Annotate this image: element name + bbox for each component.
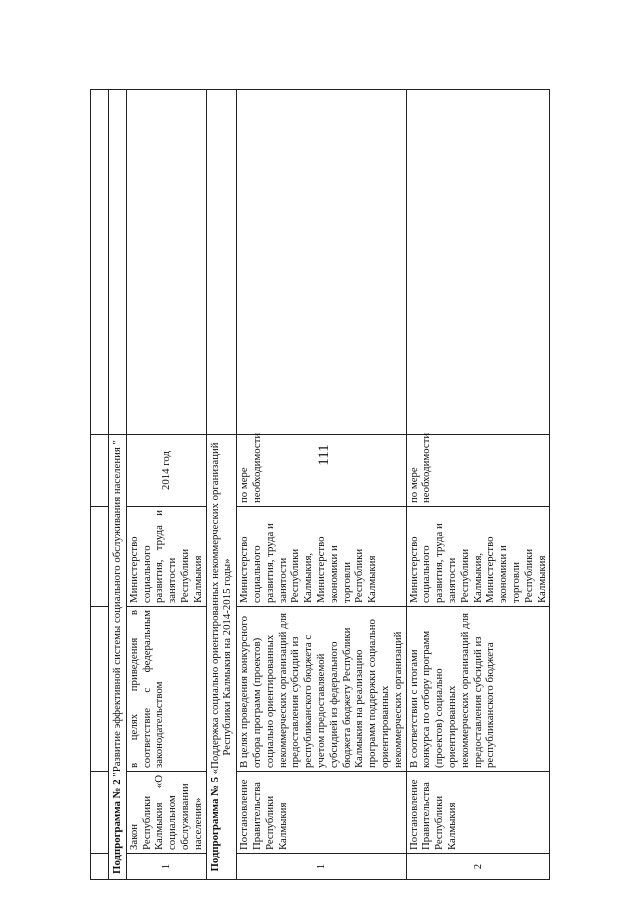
row-number: 2 bbox=[406, 854, 550, 880]
document-table-rotated bbox=[90, 90, 548, 880]
page-number: 111 bbox=[316, 444, 332, 466]
empty-cell bbox=[91, 507, 109, 607]
empty-cell bbox=[91, 772, 109, 854]
term-cell: 2014 год bbox=[126, 435, 206, 507]
table-row bbox=[406, 90, 550, 880]
act-content-cell: В целях проведения конкурсного отбора программ (проектов) социально ориентированных некоммерческих организаций для предоставления субсидий из республиканского бюджета с учетом предоставляемой субсидией из федерального бюджета бюджету Республики Калмыкия на реализацию программ поддержки социально ориентированных некоммерческих организаций bbox=[237, 607, 406, 772]
empty-cell bbox=[109, 90, 127, 435]
table-row bbox=[126, 90, 206, 880]
empty-cell bbox=[126, 90, 206, 435]
act-type-cell: Постановление Правительства Республики Калмыкия bbox=[237, 772, 406, 854]
act-type-cell: Закон Республики Калмыкия «О социальном обслуживании населения» bbox=[126, 772, 206, 854]
row-number: 1 bbox=[237, 854, 406, 880]
section-header bbox=[109, 435, 127, 880]
term-cell: по мере необходимости bbox=[406, 435, 550, 507]
section-header bbox=[206, 435, 237, 880]
act-content-cell: В соответствии с итогами конкурса по отбору программ (проектов) социально ориентированных некоммерческих организаций для предоставления субсидий из республиканского бюджета bbox=[406, 607, 550, 772]
act-content-cell: в целях приведения в соответствие с федеральным законодательством bbox=[126, 607, 206, 772]
section-header-row bbox=[109, 90, 127, 880]
term-cell: по мере необходимости bbox=[237, 435, 406, 507]
table-top-row bbox=[91, 90, 109, 880]
executor-cell: Министерство социального развития, труда и занятости Республики Калмыкия, Министерство экономики и торговли Республики Калмыкия bbox=[237, 507, 406, 607]
section-title-rest: «Поддержка социально ориентированных некоммерческих организаций Республики Калмыкия на 2014-2015 годы» bbox=[208, 442, 234, 777]
table-row bbox=[237, 90, 406, 880]
empty-cell bbox=[91, 607, 109, 772]
section-title-bold: Подпрограмма № 2 bbox=[111, 779, 123, 874]
section-header-row bbox=[206, 90, 237, 880]
empty-cell bbox=[406, 90, 550, 435]
section-title-rest: "Развитие эффективной системы социального обслуживания населения " bbox=[111, 440, 123, 780]
empty-cell bbox=[91, 854, 109, 880]
regulatory-acts-table bbox=[90, 89, 550, 880]
section-title-bold: Подпрограмма № 5 bbox=[208, 776, 221, 872]
empty-cell bbox=[237, 90, 406, 435]
executor-cell: Министерство социального развития, труда и занятости Республики Калмыкия bbox=[126, 507, 206, 607]
executor-cell: Министерство социального развития, труда и занятости Республики Калмыкия, Министерство экономики и торговли Республики Калмыкия bbox=[406, 507, 550, 607]
act-type-cell: Постановление Правительства Республики Калмыкия bbox=[406, 772, 550, 854]
row-number: 1 bbox=[126, 854, 206, 880]
empty-cell bbox=[206, 90, 237, 435]
empty-cell bbox=[91, 90, 109, 435]
empty-cell bbox=[91, 435, 109, 507]
